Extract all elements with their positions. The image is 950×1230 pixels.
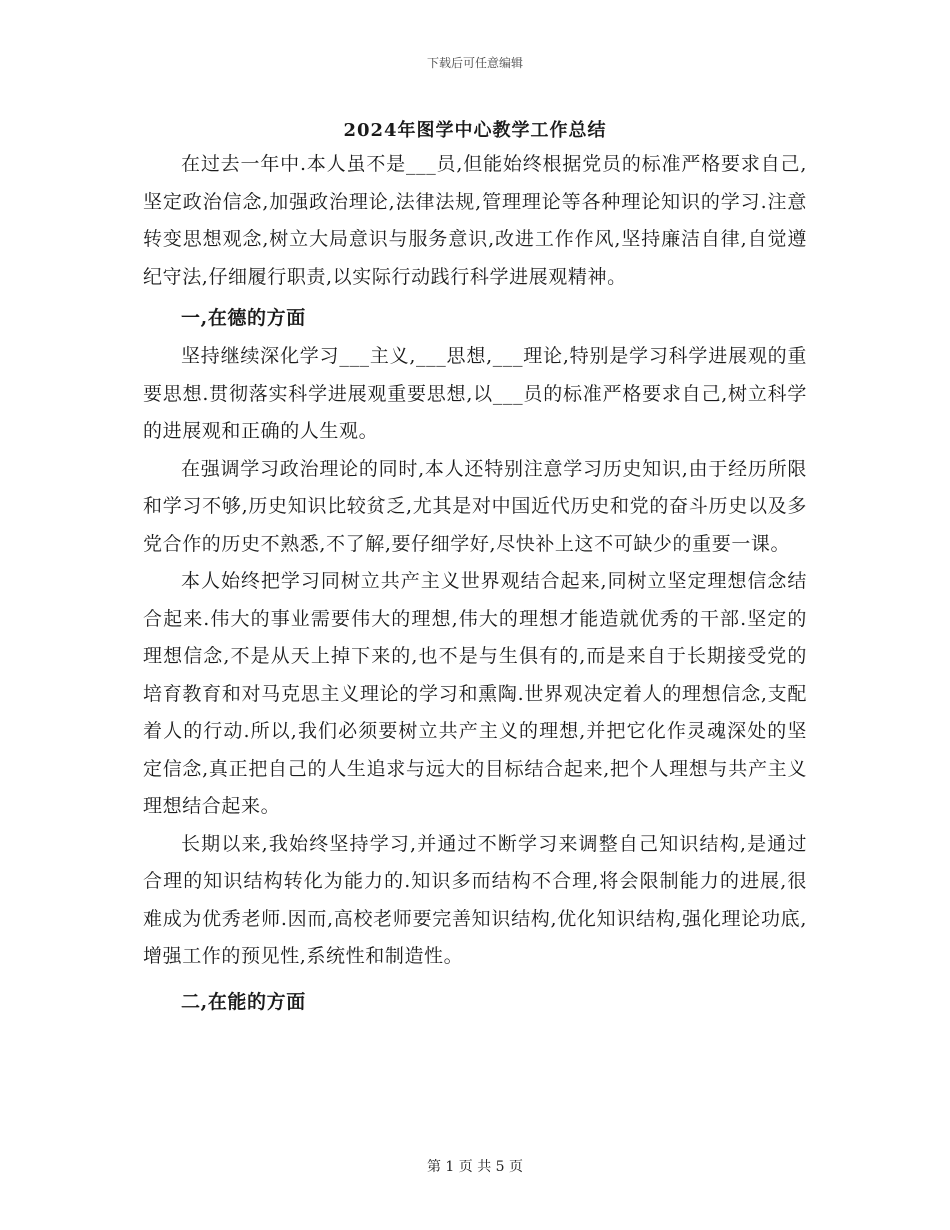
document-title: 2024年图学中心教学工作总结 xyxy=(343,120,607,141)
page-number-footer: 第 1 页 共 5 页 xyxy=(426,1159,524,1175)
intro-paragraph: 在过去一年中.本人虽不是___员,但能始终根据党员的标准严格要求自己,坚定政治信念,加强政治理论,法律法规,管理理论等各种理论知识的学习.注意转变思想观念,树立大局意识与服务意识,改进工作作风,坚持廉洁自律,自觉遵纪守法,仔细履行职责,以实际行动践行科学进展观精神。 xyxy=(143,153,807,288)
section-heading-virtue: 一,在德的方面 xyxy=(181,307,306,329)
document-body xyxy=(143,146,807,1022)
section1-paragraph-4: 长期以来,我始终坚持学习,并通过不断学习来调整自己知识结构,是通过合理的知识结构转化为能力的.知识多而结构不合理,将会限制能力的进展,很难成为优秀老师.因而,高校老师要完善知识结构,优化知识结构,强化理论功底,增强工作的预见性,系统性和制造性。 xyxy=(143,832,807,967)
section1-paragraph-1: 坚持继续深化学习___主义,___思想,___理论,特别是学习科学进展观的重要思想.贯彻落实科学进展观重要思想,以___员的标准严格要求自己,树立科学的进展观和正确的人生观。 xyxy=(143,345,807,442)
section1-paragraph-3: 本人始终把学习同树立共产主义世界观结合起来,同树立坚定理想信念结合起来.伟大的事业需要伟大的理想,伟大的理想才能造就优秀的干部.坚定的理想信念,不是从天上掉下来的,也不是与生俱有的,而是来自于长期接受党的培育教育和对马克思主义理论的学习和熏陶.世界观决定着人的理想信念,支配着人的行动.所以,我们必须要树立共产主义的理想,并把它化作灵魂深处的坚定信念,真正把自己的人生追求与远大的目标结合起来,把个人理想与共产主义理想结合起来。 xyxy=(143,570,807,817)
section1-paragraph-2: 在强调学习政治理论的同时,本人还特别注意学习历史知识,由于经历所限和学习不够,历史知识比较贫乏,尤其是对中国近代历史和党的奋斗历史以及多党合作的历史不熟悉,不了解,要仔细学好,尽快补上这不可缺少的重要一课。 xyxy=(143,457,807,555)
page-header-note: 下载后可任意编辑 xyxy=(426,56,523,70)
section-heading-ability: 二,在能的方面 xyxy=(181,990,306,1013)
